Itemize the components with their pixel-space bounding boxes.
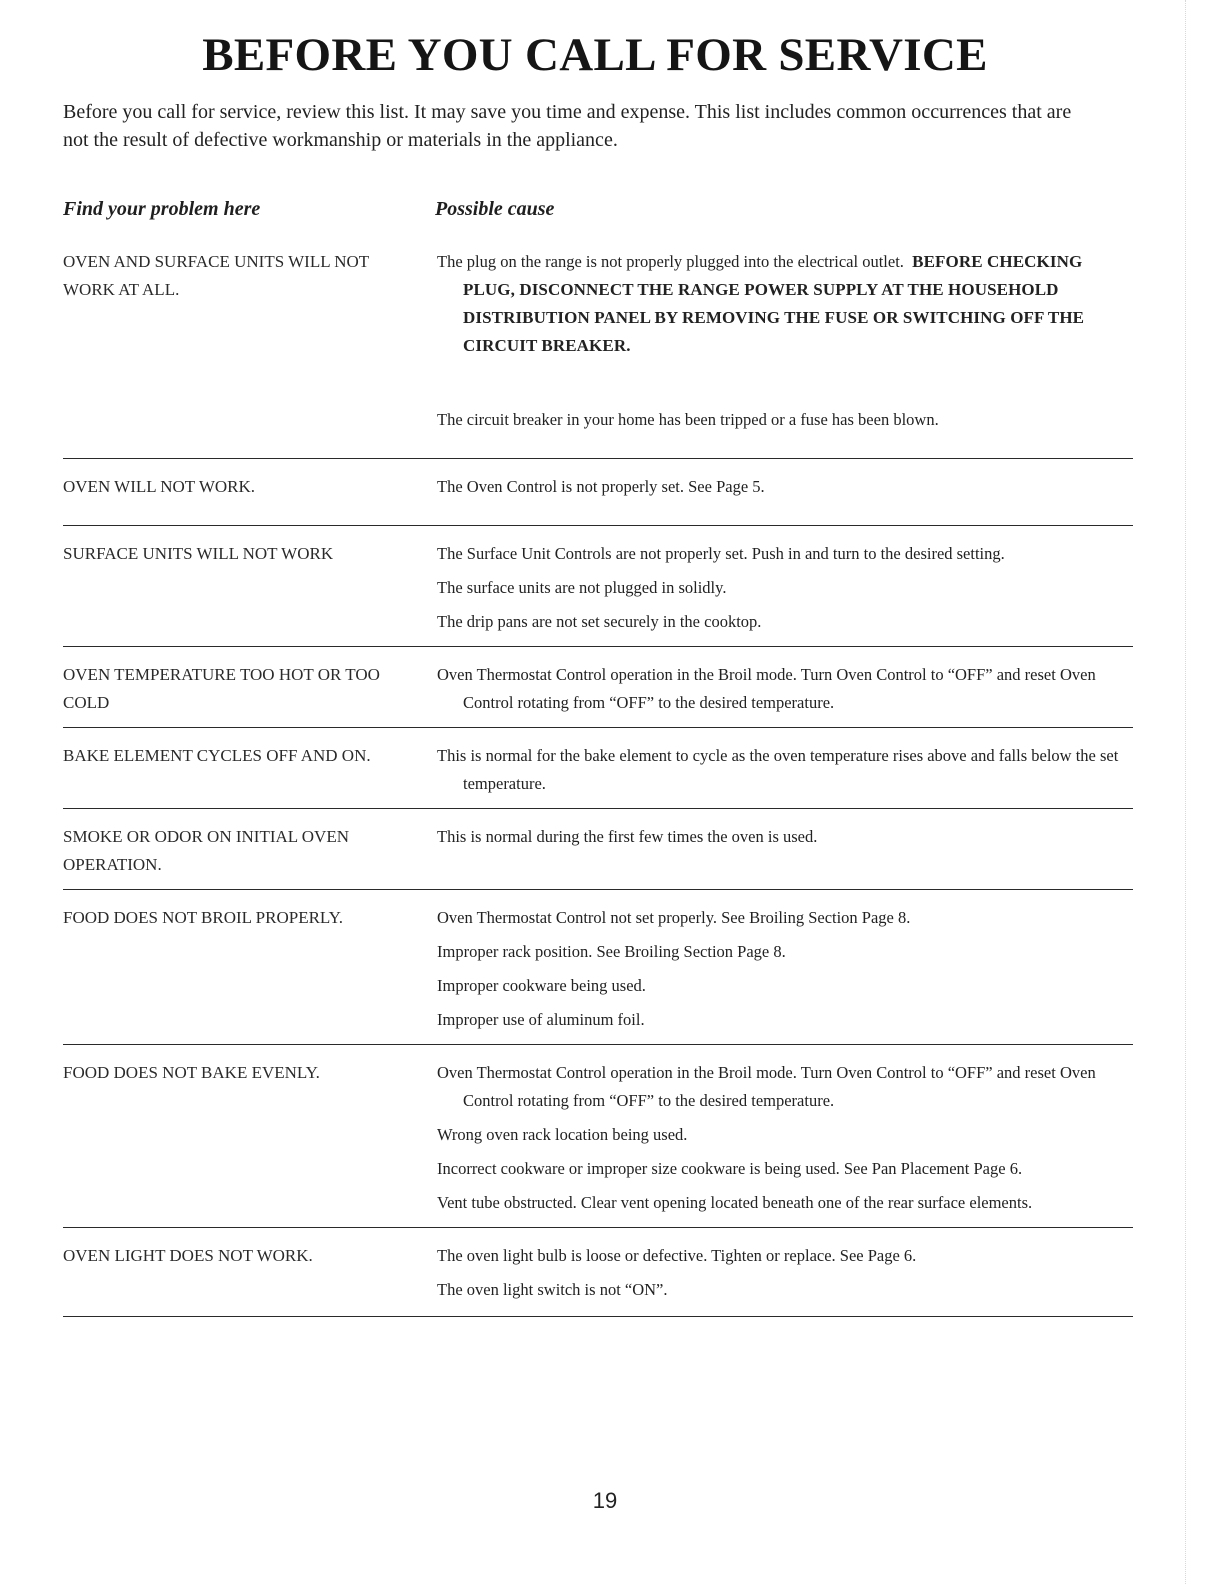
cause-item: Oven Thermostat Control operation in the Broil mode. Turn Oven Control to “OFF” and reset Oven Control rotating from “OFF” to the desired temperature. [437, 665, 1096, 712]
cause-list [437, 248, 1133, 434]
table-row [63, 647, 1133, 728]
troubleshooting-table [63, 248, 1133, 1317]
cause-warning-text: BEFORE CHECKING PLUG, DISCONNECT THE RANGE POWER SUPPLY AT THE HOUSEHOLD DISTRIBUTION PANEL BY REMOVING THE FUSE OR SWITCHING OFF THE CIRCUIT BREAKER. [463, 252, 1085, 355]
cause-list [437, 1059, 1133, 1217]
cause-item: The oven light switch is not “ON”. [437, 1280, 668, 1299]
cause-item: Incorrect cookware or improper size cookware is being used. See Pan Placement Page 6. [437, 1159, 1023, 1178]
cause-column-header: Possible cause [435, 198, 555, 220]
page-title: BEFORE YOU CALL FOR SERVICE [202, 29, 988, 81]
cause-item: The circuit breaker in your home has been tripped or a fuse has been blown. [437, 410, 939, 429]
cause-item: Improper use of aluminum foil. [437, 1010, 645, 1029]
problem-text: SMOKE OR ODOR ON INITIAL OVEN OPERATION. [63, 827, 349, 874]
page-number: 19 [592, 1488, 618, 1513]
cause-text: The plug on the range is not properly plugged into the electrical outlet. [437, 252, 904, 271]
problem-text: FOOD DOES NOT BAKE EVENLY. [63, 1063, 320, 1082]
problem-text: OVEN WILL NOT WORK. [63, 477, 256, 496]
cause-list [437, 1242, 1133, 1304]
cause-item: Wrong oven rack location being used. [437, 1125, 688, 1144]
cause-item: The Surface Unit Controls are not properly set. Push in and turn to the desired setting. [437, 544, 1005, 563]
cause-item: This is normal during the first few times the oven is used. [437, 827, 818, 846]
cause-list [437, 742, 1133, 798]
cause-item: The oven light bulb is loose or defective. Tighten or replace. See Page 6. [437, 1246, 917, 1265]
cause-item: The Oven Control is not properly set. See Page 5. [437, 477, 765, 496]
intro-paragraph: Before you call for service, review this list. It may save you time and expense. This list includes common occurrences that are not the result of defective workmanship or materials in the appliance. [63, 101, 1072, 151]
table-row [63, 728, 1133, 809]
cause-list [437, 540, 1133, 636]
problem-text: OVEN TEMPERATURE TOO HOT OR TOO COLD [63, 665, 380, 712]
table-row [63, 526, 1133, 647]
cause-list [437, 904, 1133, 1034]
cause-item: Oven Thermostat Control operation in the Broil mode. Turn Oven Control to “OFF” and reset Oven Control rotating from “OFF” to the desired temperature. [437, 1063, 1096, 1110]
cause-item: The surface units are not plugged in solidly. [437, 578, 727, 597]
cause-item: Improper rack position. See Broiling Section Page 8. [437, 942, 786, 961]
cause-list [437, 661, 1133, 717]
problem-column-header: Find your problem here [63, 198, 261, 220]
cause-item: Oven Thermostat Control not set properly. See Broiling Section Page 8. [437, 908, 911, 927]
problem-text: BAKE ELEMENT CYCLES OFF AND ON. [63, 746, 371, 765]
problem-text: OVEN AND SURFACE UNITS WILL NOT WORK AT ALL. [63, 252, 369, 299]
table-row [63, 1228, 1133, 1317]
table-row [63, 1045, 1133, 1228]
cause-item [437, 248, 1133, 360]
cause-item: This is normal for the bake element to cycle as the oven temperature rises above and falls below the set temperature. [437, 746, 1119, 793]
cause-item: Improper cookware being used. [437, 976, 646, 995]
table-row [63, 459, 1133, 526]
problem-text: SURFACE UNITS WILL NOT WORK [63, 544, 334, 563]
cause-list [437, 823, 1133, 851]
cause-item: Vent tube obstructed. Clear vent opening located beneath one of the rear surface elements. [437, 1193, 1033, 1212]
page-edge-line [1184, 0, 1186, 1584]
problem-text: FOOD DOES NOT BROIL PROPERLY. [63, 908, 343, 927]
table-row [63, 890, 1133, 1045]
table-row [63, 809, 1133, 890]
problem-text: OVEN LIGHT DOES NOT WORK. [63, 1246, 313, 1265]
cause-list [437, 473, 1133, 501]
cause-item: The drip pans are not set securely in the cooktop. [437, 612, 762, 631]
table-row [63, 248, 1133, 459]
column-headers [63, 198, 1133, 228]
